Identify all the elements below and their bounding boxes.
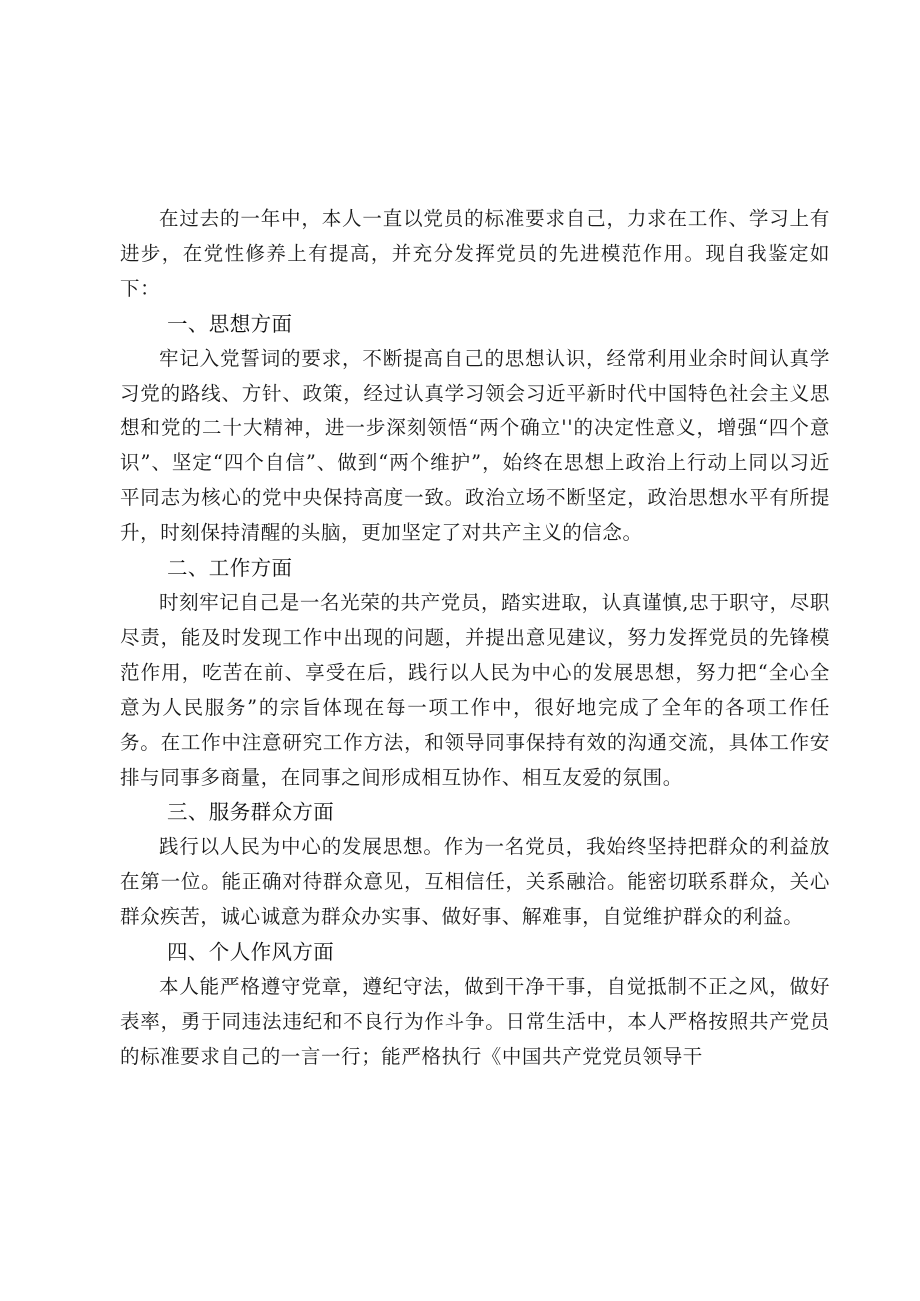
section-body-personal-conduct: 本人能严格遵守党章，遵纪守法，做到干净干事，自觉抵制不正之风，做好表率，勇于同违法违纪和不良行为作斗争。日常生活中，本人严格按照共产党员的标准要求自己的一言一行；能严格执行《中国共产党党员领导干 bbox=[120, 974, 830, 1068]
section-heading-work: 二、工作方面 bbox=[167, 556, 293, 581]
section-body-work: 时刻牢记自己是一名光荣的共产党员，踏实进取，认真谨慎,忠于职守，尽职尽责，能及时发现工作中出现的问题，并提出意见建议，努力发挥党员的先锋模范作用，吃苦在前、享受在后，践行以人民为中心的发展思想，努力把“全心全意为人民服务”的宗旨体现在每一项工作中，很好地完成了全年的各项工作任务。在工作中注意研究工作方法，和领导同事保持有效的沟通交流，具体工作安排与同事多商量，在同事之间形成相互协作、相互友爱的氛围。 bbox=[120, 590, 830, 789]
section-heading-serve-masses: 三、服务群众方面 bbox=[167, 800, 335, 825]
section-body-serve-masses: 践行以人民为中心的发展思想。作为一名党员，我始终坚持把群众的利益放在第一位。能正确对待群众意见，互相信任，关系融洽。能密切联系群众，关心群众疾苦，诚心诚意为群众办实事、做好事、解难事，自觉维护群众的利益。 bbox=[120, 835, 830, 929]
section-body-thought: 牢记入党誓词的要求，不断提高自己的思想认识，经常利用业余时间认真学习党的路线、方针、政策，经过认真学习领会习近平新时代中国特色社会主义思想和党的二十大精神，进一步深刻领悟“两个确立''的决定性意义，增强“四个意识”、坚定“四个自信”、做到“两个维护”，始终在思想上政治上行动上同以习近平同志为核心的党中央保持高度一致。政治立场不断坚定，政治思想水平有所提升，时刻保持清醒的头脑，更加坚定了对共产主义的信念。 bbox=[120, 346, 830, 545]
intro-paragraph: 在过去的一年中，本人一直以党员的标准要求自己，力求在工作、学习上有进步，在党性修养上有提高，并充分发挥党员的先进模范作用。现自我鉴定如下： bbox=[120, 207, 830, 300]
document-page bbox=[120, 202, 830, 1075]
section-heading-thought: 一、思想方面 bbox=[167, 311, 293, 336]
section-heading-personal-conduct: 四、个人作风方面 bbox=[167, 940, 335, 965]
